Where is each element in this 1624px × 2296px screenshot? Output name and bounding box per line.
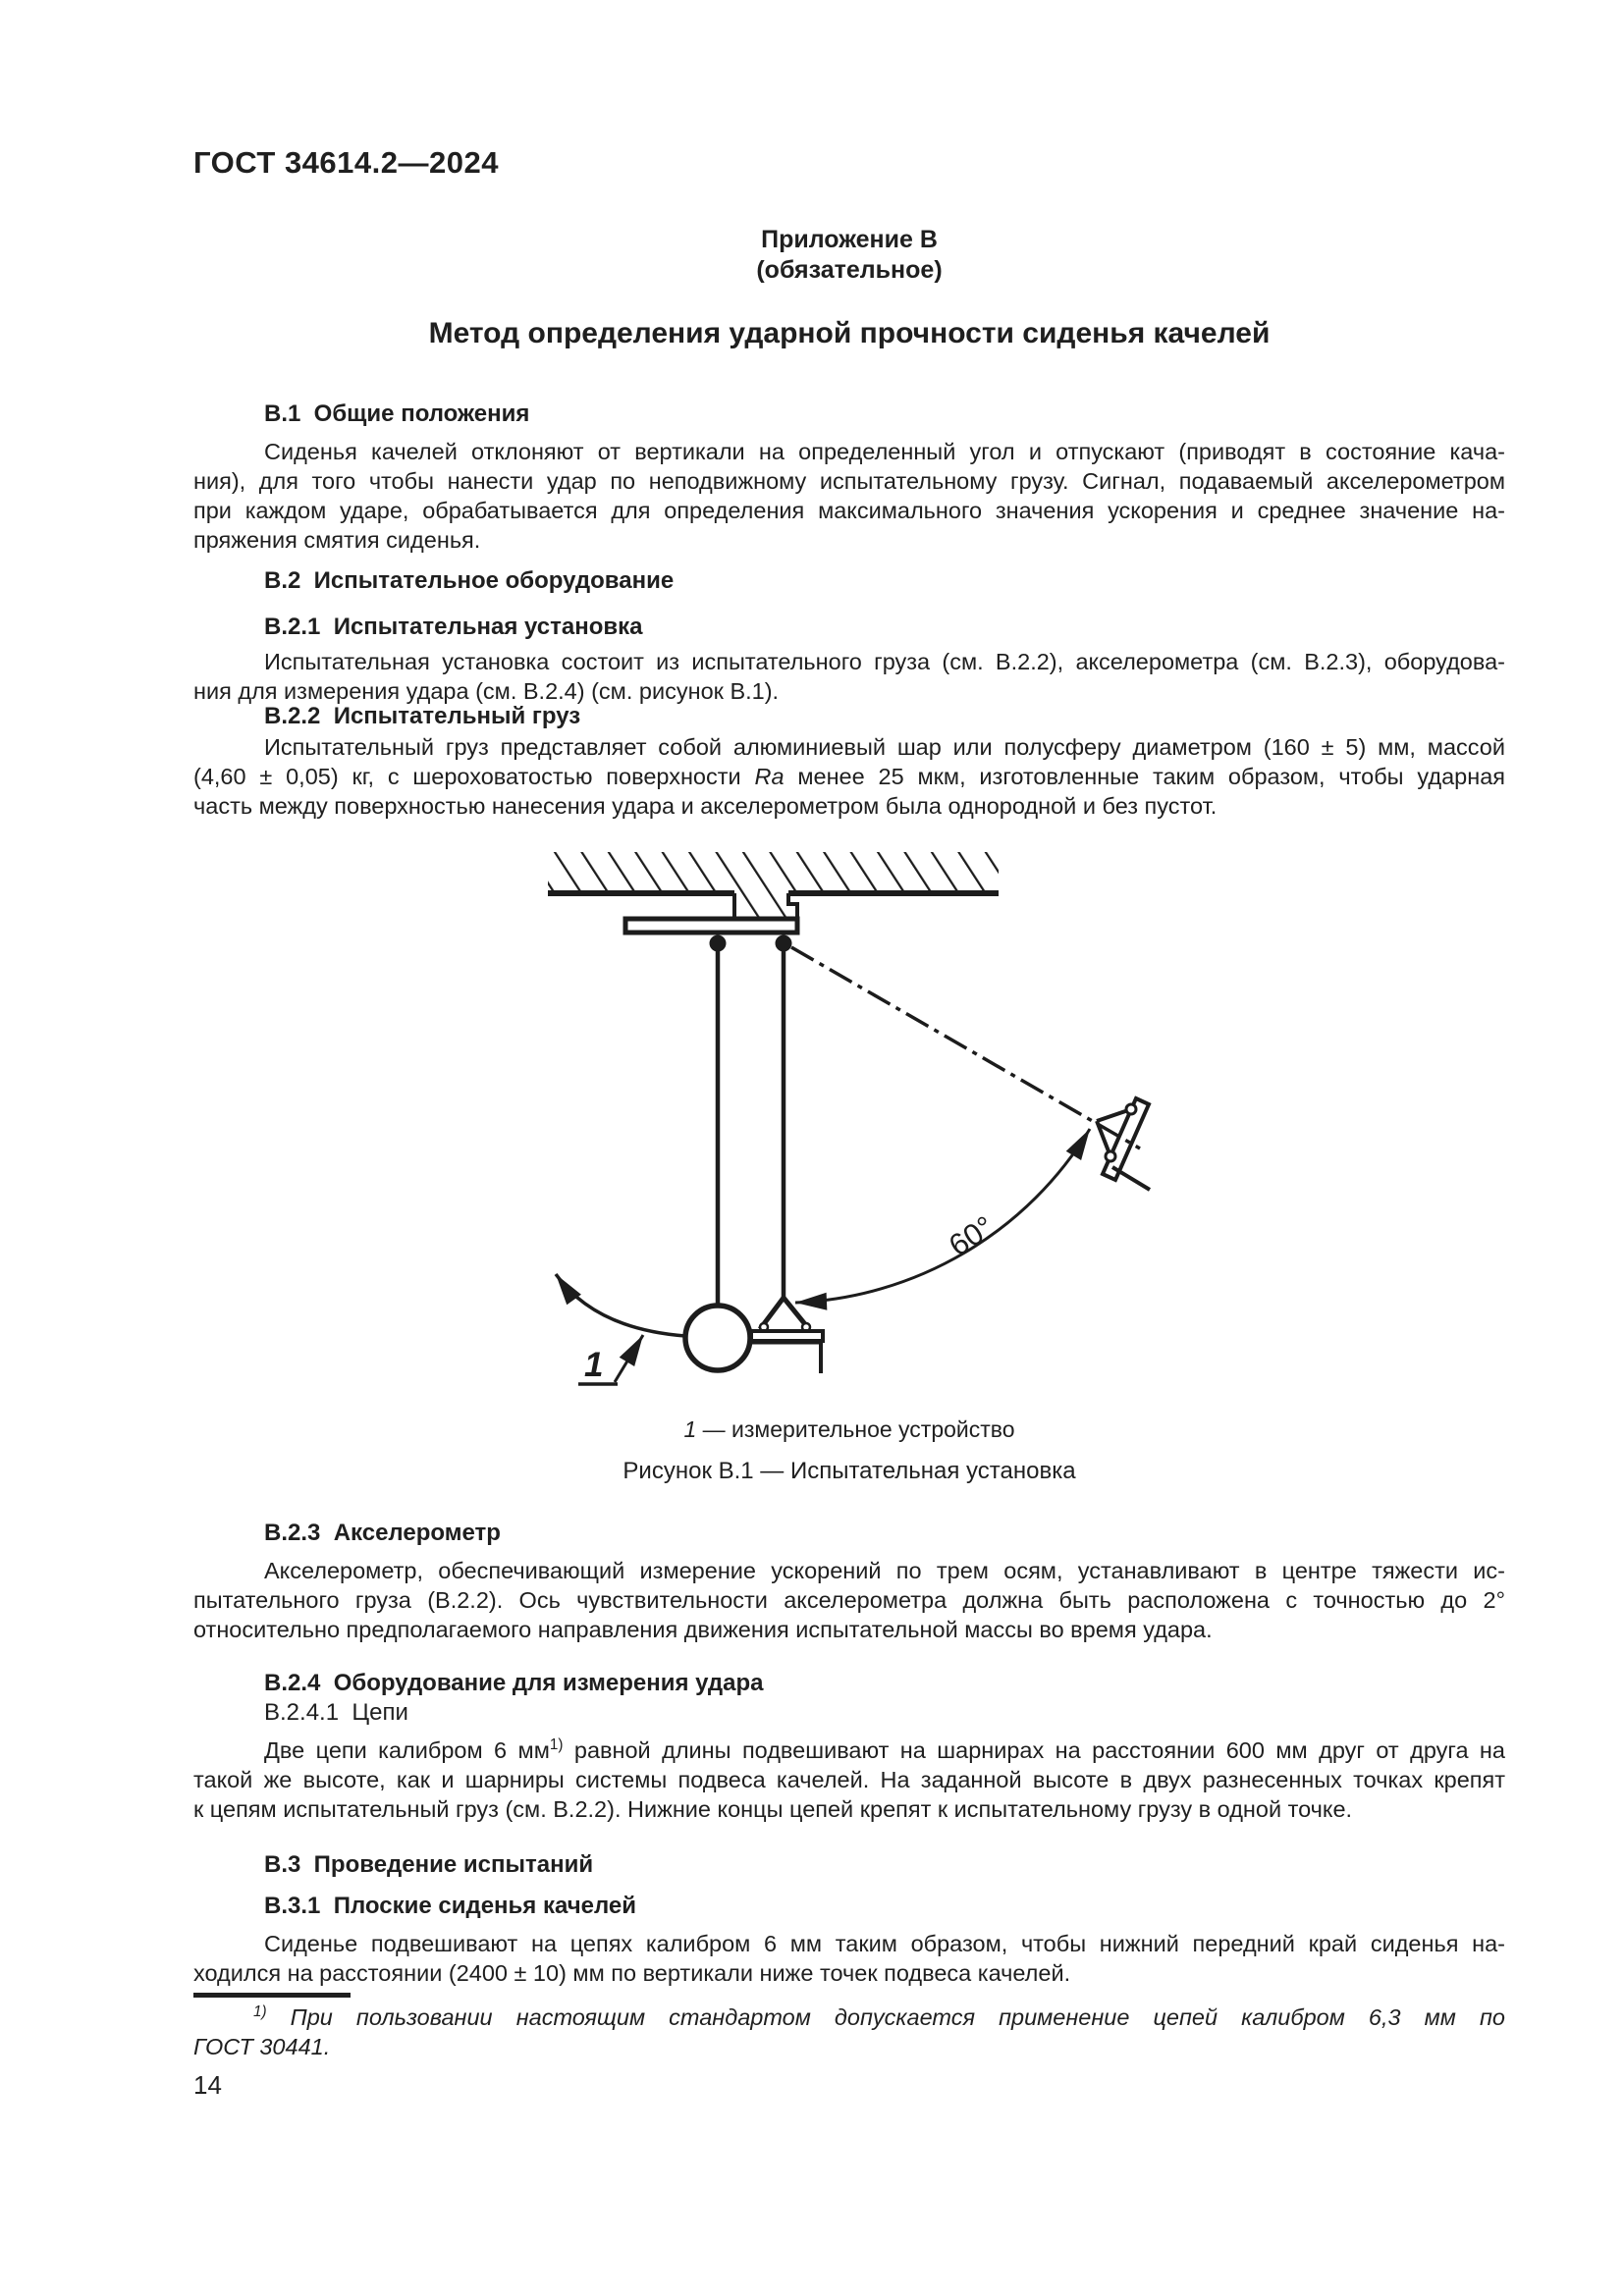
text-line: ния для измерения удара (см. В.2.4) (см. рисунок В.1).: [193, 678, 780, 704]
deflected-seat-device: [791, 947, 1150, 1190]
callout-1-label: 1: [584, 1346, 604, 1384]
appendix-label: Приложение В: [761, 226, 938, 253]
deflected-chain-axis: [791, 947, 1140, 1148]
text-line: Акселерометр, обеспечивающий измерение ускорений по трем осям, устанавливают в центре тяжести ис-: [264, 1558, 1505, 1583]
paragraph-b22: [193, 732, 1505, 821]
figure-key: [193, 1415, 1505, 1444]
text-line: ния), для того чтобы нанести удар по неподвижному испытательному грузу. Сигнал, подаваемый акселерометром: [193, 468, 1505, 494]
chains: [718, 949, 784, 1306]
text-line: Сиденье подвешивают на цепях калибром 6 мм таким образом, чтобы нижний передний край сиденья на-: [264, 1931, 1505, 1956]
text-line: при каждом ударе, обрабатывается для определения максимального значения ускорения и среднее значение на-: [193, 498, 1505, 523]
heading-b241: В.2.4.1 Цепи: [264, 1699, 408, 1726]
seat-hanger-triangle: [751, 1298, 823, 1373]
heading-b23: В.2.3 Акселерометр: [264, 1520, 501, 1546]
callout-1: [578, 1335, 643, 1384]
appendix-title: Метод определения ударной прочности сиденья качелей: [428, 317, 1271, 349]
text-line: 1 — измерительное устройство: [683, 1416, 1015, 1442]
paragraph-b241: [193, 1735, 1505, 1824]
text-line: ГОСТ 30441.: [193, 2034, 331, 2059]
paragraph-b1: [193, 437, 1505, 555]
standard-number: ГОСТ 34614.2—2024: [193, 145, 499, 180]
text-line: ходился на расстоянии (2400 ± 10) мм по вертикали ниже точек подвеса качелей.: [193, 1960, 1071, 1986]
footnote-rule: [193, 1993, 351, 1998]
text-line: пытательного груза (В.2.2). Ось чувствительности акселерометра должна быть расположена с точностью до 2°: [193, 1587, 1505, 1613]
paragraph-b23: [193, 1556, 1505, 1644]
text-line: относительно предполагаемого направления движения испытательной массы во время удара.: [193, 1617, 1213, 1642]
pivot-left: [710, 935, 727, 952]
heading-b1: В.1 Общие положения: [264, 400, 530, 427]
heading-b31: В.3.1 Плоские сиденья качелей: [264, 1893, 637, 1919]
text-line: к цепям испытательный груз (см. В.2.2). Нижние концы цепей крепят к испытательному грузу в одной точке.: [193, 1796, 1353, 1822]
swing-path-arc: [556, 1274, 685, 1336]
heading-b3: В.3 Проведение испытаний: [264, 1851, 594, 1878]
footnote: [193, 2002, 1505, 2061]
page-number: 14: [193, 2070, 222, 2100]
text-line: (4,60 ± 0,05) кг, с шероховатостью поверхности Ra менее 25 мкм, изготовленные таким образом, чтобы ударная: [193, 764, 1505, 789]
paragraph-b21: [193, 647, 1505, 706]
text-line: $^{1)}$ При пользовании настоящим стандартом допускается применение цепей калибром 6,3 мм по: [253, 2003, 1505, 2030]
text-line: Испытательный груз представляет собой алюминиевый шар или полусферу диаметром (160 ± 5) мм, массой: [264, 734, 1505, 760]
appendix-qualifier: (обязательное): [756, 256, 943, 284]
text-line: Две цепи калибром 6 $мм^{1)}$ равной длины подвешивают на шарнирах на расстоянии 600 мм друг от друга на: [264, 1736, 1505, 1763]
heading-b2: В.2 Испытательное оборудование: [264, 567, 675, 594]
pivot-right: [776, 935, 792, 952]
text-line: Испытательная установка состоит из испытательного груза (см. В.2.2), акселерометра (см. В.2.3), оборудова-: [264, 649, 1505, 674]
text-line: часть между поверхностью нанесения удара и акселерометром была однородной и без пустот.: [193, 793, 1218, 819]
text-line: такой же высоте, как и шарниры системы подвеса качелей. На заданной высоте в двух разнесенных точках крепят: [193, 1767, 1505, 1792]
paragraph-b31: [193, 1929, 1505, 1988]
text-line: Сиденья качелей отклоняют от вертикали на определенный угол и отпускают (приводят в состояние кача-: [264, 439, 1505, 464]
text-line: пряжения смятия сиденья.: [193, 527, 481, 553]
figure-b1-drawing: [471, 844, 1218, 1394]
swing-angle-arc: [795, 1129, 1090, 1303]
heading-b21: В.2.1 Испытательная установка: [264, 614, 643, 640]
heading-b22: В.2.2 Испытательный груз: [264, 703, 581, 729]
suspension-bar: [625, 919, 797, 952]
ceiling-hatch: [548, 852, 999, 919]
figure-caption: Рисунок В.1 — Испытательная установка: [623, 1458, 1076, 1484]
angle-value-label: 60°: [943, 1208, 1001, 1263]
test-weight-ball: [685, 1306, 750, 1370]
heading-b24: В.2.4 Оборудование для измерения удара: [264, 1670, 764, 1696]
